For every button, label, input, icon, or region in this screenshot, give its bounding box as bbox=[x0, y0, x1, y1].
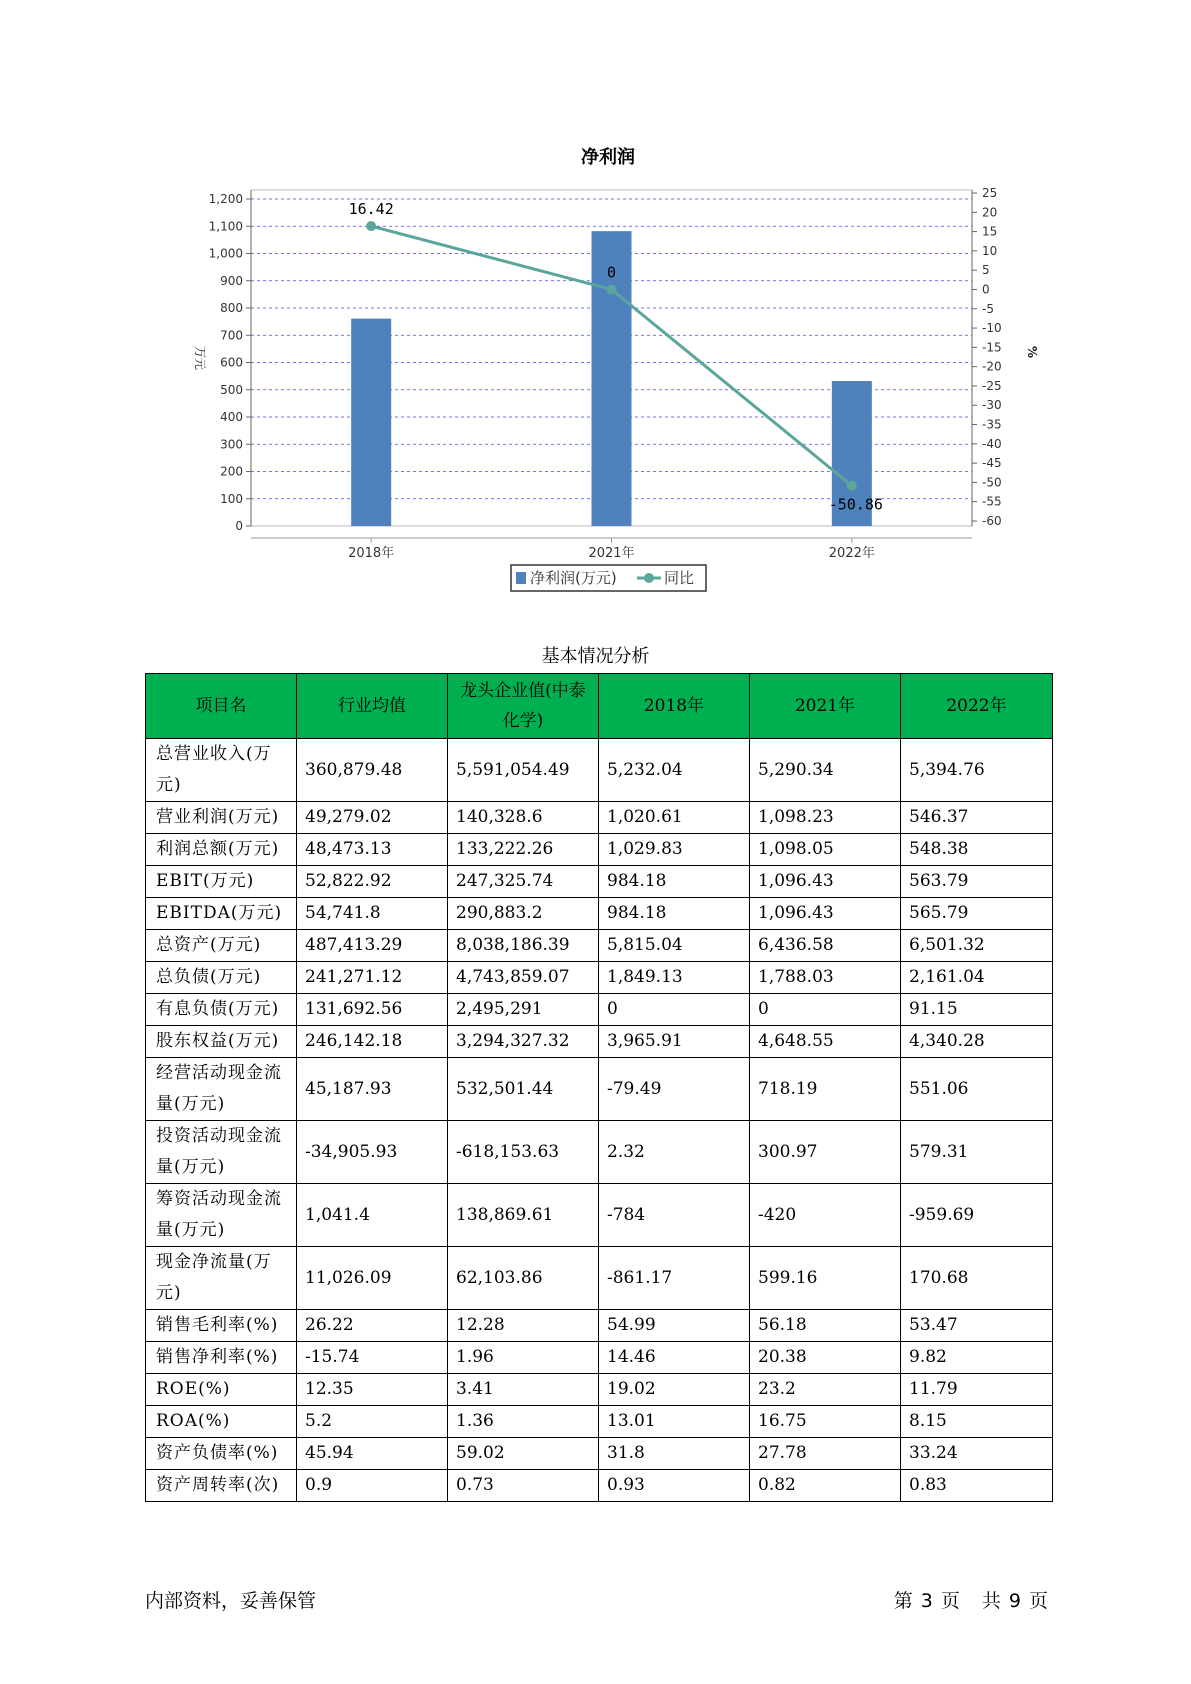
y-tick-label: 700 bbox=[220, 328, 243, 343]
table-cell: 0.82 bbox=[750, 1470, 901, 1502]
y-tick-label: 900 bbox=[220, 273, 243, 288]
y2-tick-label: -55 bbox=[982, 494, 1002, 509]
legend-line-marker bbox=[644, 573, 654, 583]
table-cell: 59.02 bbox=[448, 1438, 599, 1470]
y-tick-label: 400 bbox=[220, 410, 243, 424]
y2-tick-label: -5 bbox=[982, 301, 994, 316]
table-cell: 246,142.18 bbox=[297, 1026, 448, 1058]
y2-tick-label: -15 bbox=[982, 340, 1002, 355]
yoy-data-label: 16.42 bbox=[348, 200, 394, 219]
table-cell: -861.17 bbox=[599, 1247, 750, 1310]
table-row-label: 销售毛利率(%) bbox=[146, 1310, 297, 1342]
y2-tick-label: 5 bbox=[982, 263, 990, 278]
table-cell: 49,279.02 bbox=[297, 802, 448, 834]
table-row bbox=[146, 1342, 1053, 1374]
table-cell: -420 bbox=[750, 1184, 901, 1247]
table-row-label: 股东权益(万元) bbox=[146, 1026, 297, 1058]
table-row-label: 有息负债(万元) bbox=[146, 994, 297, 1026]
bar bbox=[351, 319, 391, 526]
table-cell: 300.97 bbox=[750, 1121, 901, 1184]
table-cell: 45.94 bbox=[297, 1438, 448, 1470]
x-tick-label: 2021年 bbox=[588, 546, 635, 561]
table-cell: 53.47 bbox=[901, 1310, 1053, 1342]
table-cell: 563.79 bbox=[901, 866, 1053, 898]
table-cell: 4,340.28 bbox=[901, 1026, 1053, 1058]
table-cell: 1.36 bbox=[448, 1406, 599, 1438]
table-row-label: 利润总额(万元) bbox=[146, 834, 297, 866]
y2-tick-label: -10 bbox=[982, 321, 1002, 336]
table-body bbox=[146, 739, 1053, 1502]
y2-tick-label: 20 bbox=[982, 205, 998, 220]
table-header-cell: 2021年 bbox=[750, 674, 901, 739]
table-cell: 6,501.32 bbox=[901, 930, 1053, 962]
table-cell: 13.01 bbox=[599, 1406, 750, 1438]
table-row bbox=[146, 898, 1053, 930]
table-cell: 56.18 bbox=[750, 1310, 901, 1342]
table-row bbox=[146, 962, 1053, 994]
table-header-cell: 2022年 bbox=[901, 674, 1053, 739]
yoy-data-label: 0 bbox=[606, 263, 617, 282]
y-tick-label: 1,200 bbox=[208, 192, 243, 206]
y2-tick-label: -45 bbox=[982, 456, 1002, 471]
table-cell: 33.24 bbox=[901, 1438, 1053, 1470]
table-cell: -618,153.63 bbox=[448, 1121, 599, 1184]
table-cell: 170.68 bbox=[901, 1247, 1053, 1310]
legend-line-label: 同比 bbox=[664, 569, 695, 587]
page-total: 9 bbox=[1008, 1590, 1021, 1612]
y2-tick-label: -25 bbox=[982, 378, 1002, 393]
table-cell: 546.37 bbox=[901, 802, 1053, 834]
chart-svg bbox=[0, 0, 1191, 620]
table-row bbox=[146, 1247, 1053, 1310]
table-row-label: 销售净利率(%) bbox=[146, 1342, 297, 1374]
table-header-cell: 2018年 bbox=[599, 674, 750, 739]
yoy-point bbox=[366, 221, 376, 231]
table-cell: 9.82 bbox=[901, 1342, 1053, 1374]
table-cell: 241,271.12 bbox=[297, 962, 448, 994]
table-header-row bbox=[146, 674, 1053, 739]
legend-bar-label: 净利润(万元) bbox=[530, 569, 617, 587]
table-cell: 11,026.09 bbox=[297, 1247, 448, 1310]
table-cell: 1,020.61 bbox=[599, 802, 750, 834]
table-row bbox=[146, 994, 1053, 1026]
table-row-label: ROE(%) bbox=[146, 1374, 297, 1406]
page-suffix: 页 bbox=[1028, 1590, 1048, 1612]
table-cell: 4,743,859.07 bbox=[448, 962, 599, 994]
table-cell: -15.74 bbox=[297, 1342, 448, 1374]
page-current: 3 bbox=[920, 1590, 933, 1612]
table-cell: 62,103.86 bbox=[448, 1247, 599, 1310]
table-row bbox=[146, 739, 1053, 802]
table-cell: 3,965.91 bbox=[599, 1026, 750, 1058]
table-cell: 2,495,291 bbox=[448, 994, 599, 1026]
table-cell: 290,883.2 bbox=[448, 898, 599, 930]
y2-tick-label: 10 bbox=[982, 243, 998, 258]
table-cell: 3.41 bbox=[448, 1374, 599, 1406]
table-cell: 26.22 bbox=[297, 1310, 448, 1342]
y-tick-label: 1,000 bbox=[208, 246, 243, 261]
table-cell: 12.35 bbox=[297, 1374, 448, 1406]
footer-confidential-note: 内部资料，妥善保管 bbox=[145, 1590, 317, 1612]
table-cell: 91.15 bbox=[901, 994, 1053, 1026]
table-cell: 532,501.44 bbox=[448, 1058, 599, 1121]
table-cell: 19.02 bbox=[599, 1374, 750, 1406]
table-cell: 1,096.43 bbox=[750, 866, 901, 898]
table-row bbox=[146, 930, 1053, 962]
table-cell: 718.19 bbox=[750, 1058, 901, 1121]
x-tick-label: 2018年 bbox=[348, 546, 395, 561]
table-row bbox=[146, 1374, 1053, 1406]
table-cell: 1,041.4 bbox=[297, 1184, 448, 1247]
table-cell: 16.75 bbox=[750, 1406, 901, 1438]
y2-tick-label: -35 bbox=[982, 417, 1002, 432]
y2-axis-label: % bbox=[1025, 345, 1039, 359]
table-header-cell: 龙头企业值(中泰化学) bbox=[448, 674, 599, 739]
y2-tick-label: -20 bbox=[982, 359, 1002, 374]
table-row-label: 资产负债率(%) bbox=[146, 1438, 297, 1470]
table-cell: 140,328.6 bbox=[448, 802, 599, 834]
table-cell: 12.28 bbox=[448, 1310, 599, 1342]
table-row bbox=[146, 1406, 1053, 1438]
table-cell: 984.18 bbox=[599, 898, 750, 930]
table-header-cell: 行业均值 bbox=[297, 674, 448, 739]
table-cell: 5,591,054.49 bbox=[448, 739, 599, 802]
table-row-label: 总营业收入(万元) bbox=[146, 739, 297, 802]
table-cell: 1.96 bbox=[448, 1342, 599, 1374]
page-prefix: 第 bbox=[893, 1590, 913, 1612]
table-row bbox=[146, 1121, 1053, 1184]
table-row-label: ROA(%) bbox=[146, 1406, 297, 1438]
table-row bbox=[146, 1438, 1053, 1470]
table-row-label: 营业利润(万元) bbox=[146, 802, 297, 834]
table-cell: 984.18 bbox=[599, 866, 750, 898]
table-cell: 138,869.61 bbox=[448, 1184, 599, 1247]
table-row-label: 总负债(万元) bbox=[146, 962, 297, 994]
table-cell: 131,692.56 bbox=[297, 994, 448, 1026]
y-tick-label: 1,100 bbox=[208, 219, 243, 234]
table-row bbox=[146, 1470, 1053, 1502]
table-cell: 565.79 bbox=[901, 898, 1053, 930]
page-mid: 页 bbox=[940, 1590, 960, 1612]
y2-tick-label: 15 bbox=[982, 224, 998, 239]
table-cell: 0.93 bbox=[599, 1470, 750, 1502]
y-tick-label: 200 bbox=[220, 464, 243, 479]
table-cell: 551.06 bbox=[901, 1058, 1053, 1121]
table-cell: 8,038,186.39 bbox=[448, 930, 599, 962]
table-cell: 548.38 bbox=[901, 834, 1053, 866]
table-row-label: EBITDA(万元) bbox=[146, 898, 297, 930]
y-tick-label: 100 bbox=[220, 491, 243, 506]
table-header-cell: 项目名 bbox=[146, 674, 297, 739]
table-cell: 579.31 bbox=[901, 1121, 1053, 1184]
table-cell: 52,822.92 bbox=[297, 866, 448, 898]
table-cell: 23.2 bbox=[750, 1374, 901, 1406]
y-tick-label: 300 bbox=[220, 437, 243, 452]
table-cell: 11.79 bbox=[901, 1374, 1053, 1406]
table-row-label: 筹资活动现金流量(万元) bbox=[146, 1184, 297, 1247]
table-cell: 14.46 bbox=[599, 1342, 750, 1374]
table-cell: 45,187.93 bbox=[297, 1058, 448, 1121]
table-cell: 5,290.34 bbox=[750, 739, 901, 802]
table-cell: 0 bbox=[750, 994, 901, 1026]
y-tick-label: 0 bbox=[235, 519, 243, 533]
table-cell: 54.99 bbox=[599, 1310, 750, 1342]
y-tick-label: 500 bbox=[220, 382, 243, 397]
table-caption: 基本情况分析 bbox=[541, 646, 650, 667]
table-row bbox=[146, 1026, 1053, 1058]
y2-tick-label: -50 bbox=[982, 475, 1002, 490]
y2-tick-label: -40 bbox=[982, 436, 1002, 451]
table-row bbox=[146, 866, 1053, 898]
table-cell: 2.32 bbox=[599, 1121, 750, 1184]
table-row bbox=[146, 1184, 1053, 1247]
y2-tick-label: 0 bbox=[982, 282, 990, 297]
table-cell: 2,161.04 bbox=[901, 962, 1053, 994]
table-row-label: 总资产(万元) bbox=[146, 930, 297, 962]
table-cell: 3,294,327.32 bbox=[448, 1026, 599, 1058]
table-cell: 1,029.83 bbox=[599, 834, 750, 866]
yoy-point bbox=[607, 284, 617, 294]
page-total-prefix: 共 bbox=[981, 1590, 1001, 1612]
table-row bbox=[146, 802, 1053, 834]
y-tick-label: 800 bbox=[220, 301, 243, 315]
y2-tick-label: -30 bbox=[982, 398, 1002, 413]
table-cell: 6,436.58 bbox=[750, 930, 901, 962]
table-row-label: 投资活动现金流量(万元) bbox=[146, 1121, 297, 1184]
table-cell: 54,741.8 bbox=[297, 898, 448, 930]
basic-analysis-table bbox=[145, 673, 1053, 1502]
legend-bar-swatch bbox=[516, 572, 526, 584]
table-cell: 48,473.13 bbox=[297, 834, 448, 866]
x-tick-label: 2022年 bbox=[828, 546, 875, 561]
net-profit-chart bbox=[0, 0, 1191, 620]
y-axis-label: 万元 bbox=[193, 345, 207, 371]
table-row bbox=[146, 1310, 1053, 1342]
table-cell: 247,325.74 bbox=[448, 866, 599, 898]
table-row-label: EBIT(万元) bbox=[146, 866, 297, 898]
table-row-label: 经营活动现金流量(万元) bbox=[146, 1058, 297, 1121]
table-cell: 31.8 bbox=[599, 1438, 750, 1470]
chart-title: 净利润 bbox=[581, 147, 635, 168]
table-cell: 360,879.48 bbox=[297, 739, 448, 802]
table-cell: 0.9 bbox=[297, 1470, 448, 1502]
yoy-data-label: -50.86 bbox=[828, 495, 883, 514]
table-cell: 5.2 bbox=[297, 1406, 448, 1438]
table-cell: 5,815.04 bbox=[599, 930, 750, 962]
yoy-point bbox=[847, 481, 857, 491]
table-row bbox=[146, 834, 1053, 866]
table-cell: 1,098.23 bbox=[750, 802, 901, 834]
table-cell: 0 bbox=[599, 994, 750, 1026]
table-cell: -79.49 bbox=[599, 1058, 750, 1121]
table-row-label: 资产周转率(次) bbox=[146, 1470, 297, 1502]
table-cell: -34,905.93 bbox=[297, 1121, 448, 1184]
table-cell: -784 bbox=[599, 1184, 750, 1247]
y2-tick-label: -60 bbox=[982, 514, 1002, 528]
table-cell: 5,394.76 bbox=[901, 739, 1053, 802]
table-cell: -959.69 bbox=[901, 1184, 1053, 1247]
table-cell: 27.78 bbox=[750, 1438, 901, 1470]
table-cell: 0.83 bbox=[901, 1470, 1053, 1502]
table-cell: 0.73 bbox=[448, 1470, 599, 1502]
y2-tick-label: 25 bbox=[982, 186, 998, 200]
table-cell: 1,096.43 bbox=[750, 898, 901, 930]
table-row bbox=[146, 1058, 1053, 1121]
table-cell: 8.15 bbox=[901, 1406, 1053, 1438]
table-cell: 20.38 bbox=[750, 1342, 901, 1374]
table-cell: 1,849.13 bbox=[599, 962, 750, 994]
table-cell: 487,413.29 bbox=[297, 930, 448, 962]
table-cell: 4,648.55 bbox=[750, 1026, 901, 1058]
table-cell: 1,788.03 bbox=[750, 962, 901, 994]
table-cell: 133,222.26 bbox=[448, 834, 599, 866]
table-cell: 1,098.05 bbox=[750, 834, 901, 866]
table-cell: 599.16 bbox=[750, 1247, 901, 1310]
table-row-label: 现金净流量(万元) bbox=[146, 1247, 297, 1310]
y-tick-label: 600 bbox=[220, 355, 243, 370]
table-cell: 5,232.04 bbox=[599, 739, 750, 802]
footer-page-number bbox=[890, 1586, 1052, 1613]
